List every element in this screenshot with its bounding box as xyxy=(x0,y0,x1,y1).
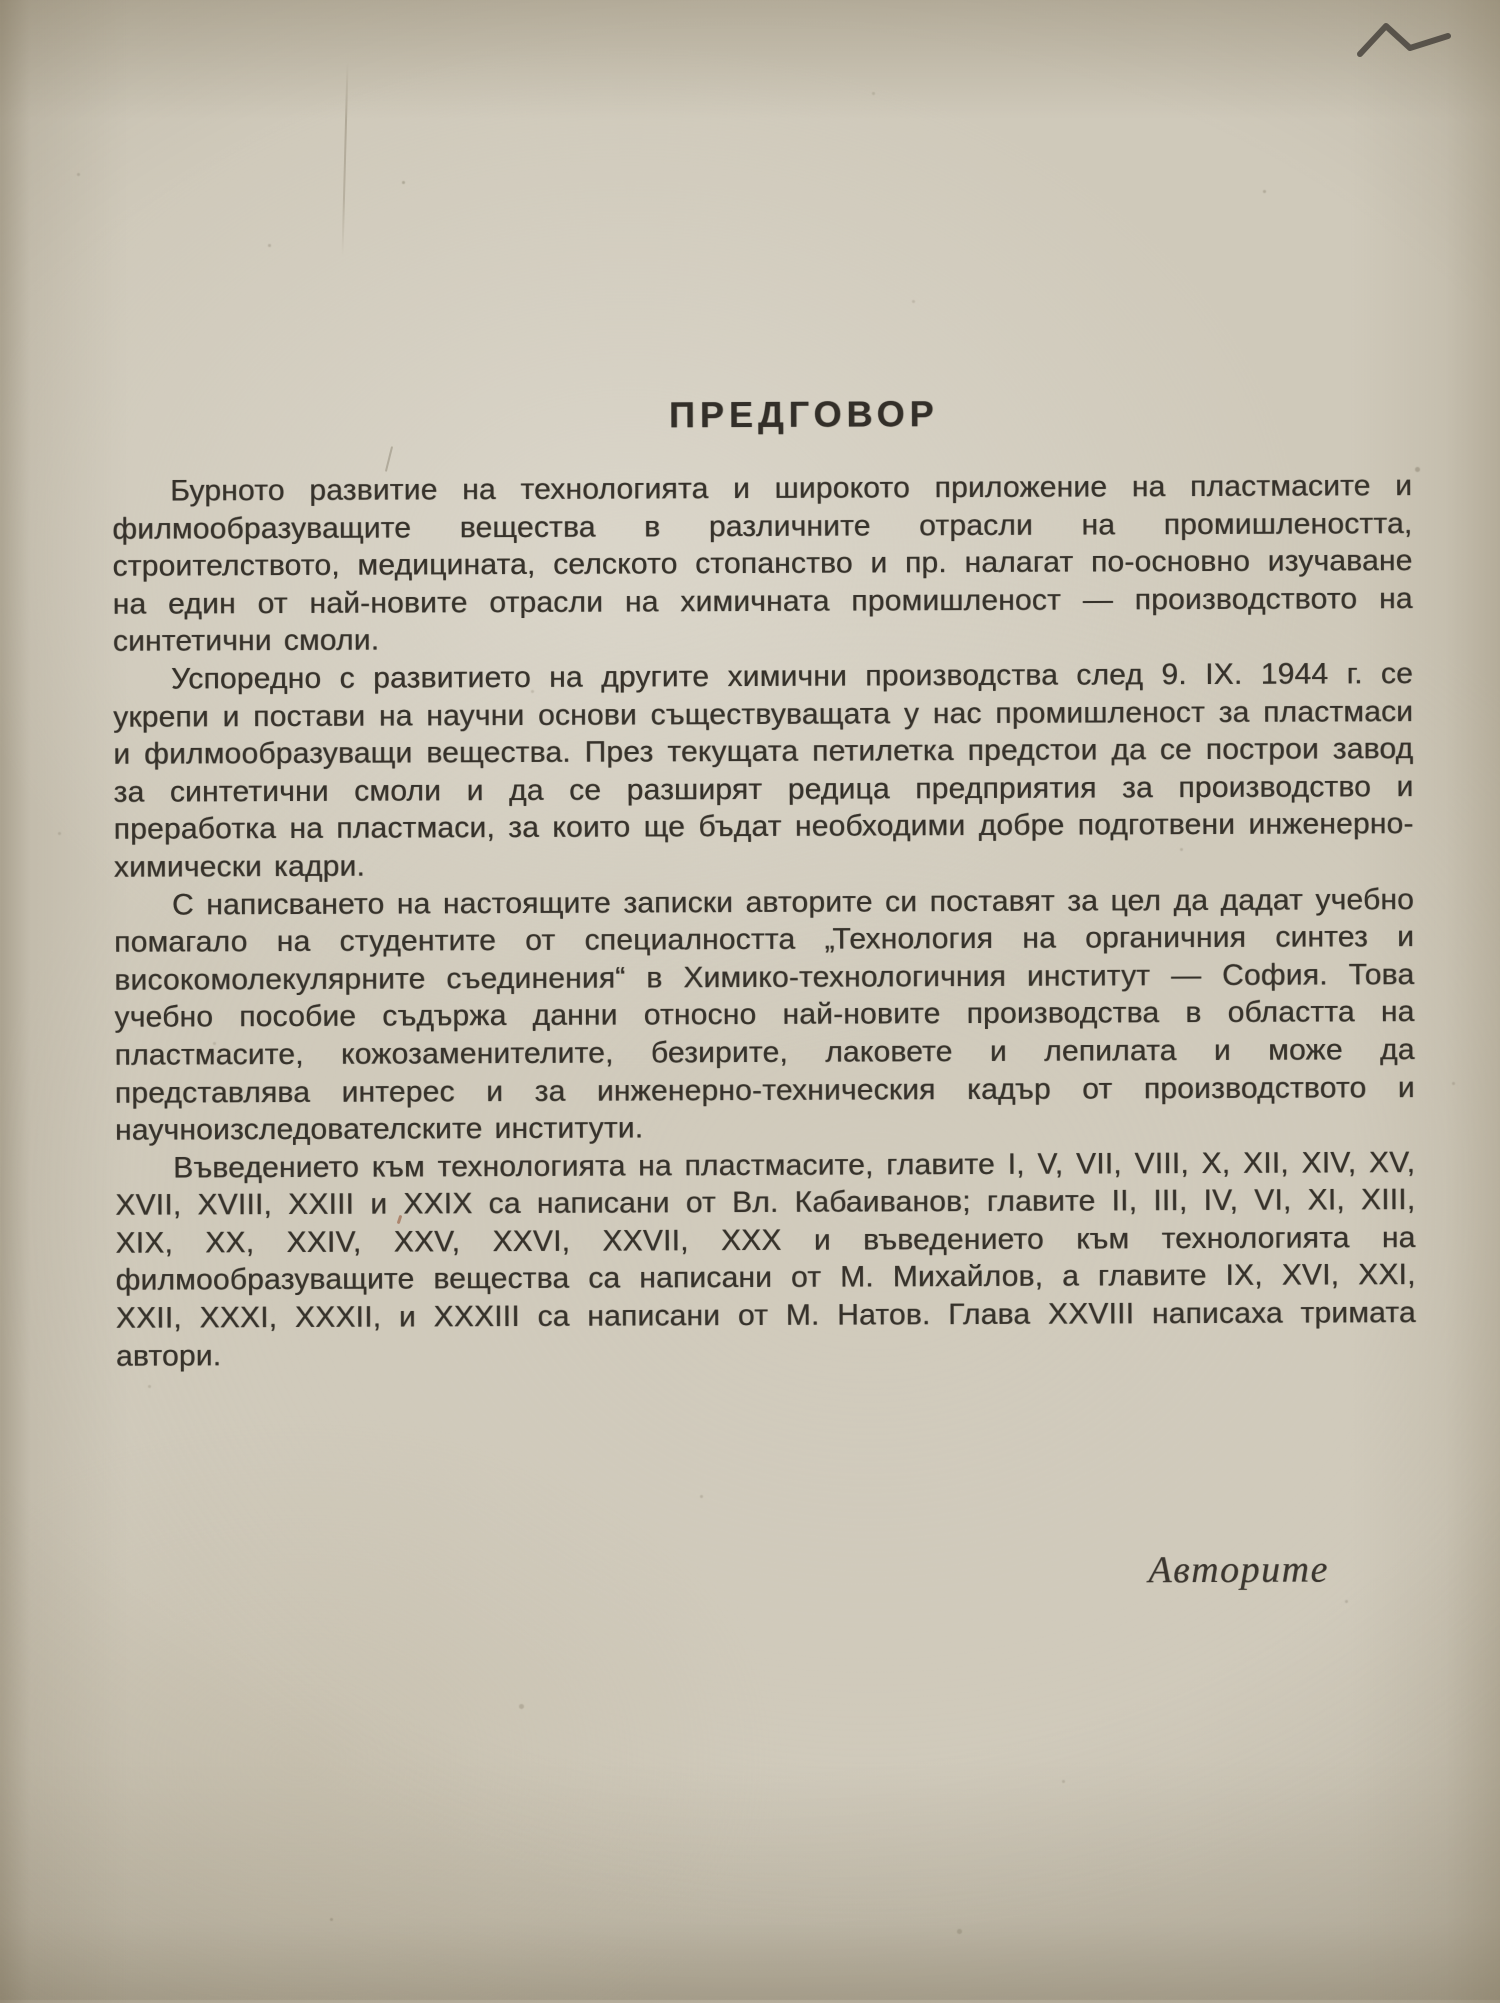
preface-paragraph-2: Успоредно с развитието на другите химични производства след 9. IX. 1944 г. се укрепи и постави на научни основи съществуващата у нас промишленост за пластмаси и филмообразуващи вещества. През текущата петилетка предстои да се построи завод за синтетични смоли и да се разширят редица предприятия за производство и преработка на пластмаси, за които ще бъдат необходими добре подготвени инженерно-химически кадри. xyxy=(113,655,1414,886)
page-title: ПРЕДГОВОР xyxy=(154,391,1454,439)
preface-body xyxy=(112,467,1416,1375)
author-signature: Авторите xyxy=(1148,1547,1329,1592)
preface-paragraph-4: Въведението към технологията на пластмасите, главите I, V, VII, VIII, X, XII, XIV, XV, XVII, XVIII, XXIII и XXIX са написани от Вл. Кабаиванов; главите II, III, IV, VI, XI, XIII, XIX, XX, XXIV, XXV, XXVI, XXVII, XXX и въведението към технологията на филмообразуващите вещества са написани от М. Михайлов, а главите IX, XVI, XXI, XXII, XXXI, XXXII, и XXXIII са написани от М. Натов. Глава XXVIII написаха тримата автори. xyxy=(115,1144,1416,1375)
preface-paragraph-3: С написването на настоящите записки авторите си поставят за цел да дадат учебно помагало на студентите от специалността „Технология на органичния синтез и високомолекулярните съединения“ в Химико-технологичния институт — София. Това учебно пособие съдържа данни относно най-новите производства в областта на пластмасите, кожозаменителите, безирите, лаковете и лепилата и може да представлява интерес и за инженерно-техническия кадър от производството и научноизследователските институти. xyxy=(114,881,1415,1150)
preface-paragraph-1: Бурното развитие на технологията и широкото приложение на пластмасите и филмообразуващите вещества в различните отрасли на промишлеността, строителството, медицината, селското стопанство и пр. налагат по-основно изучаване на един от най-новите отрасли на химичната промишленост — производството на синтетични смоли. xyxy=(112,467,1413,661)
